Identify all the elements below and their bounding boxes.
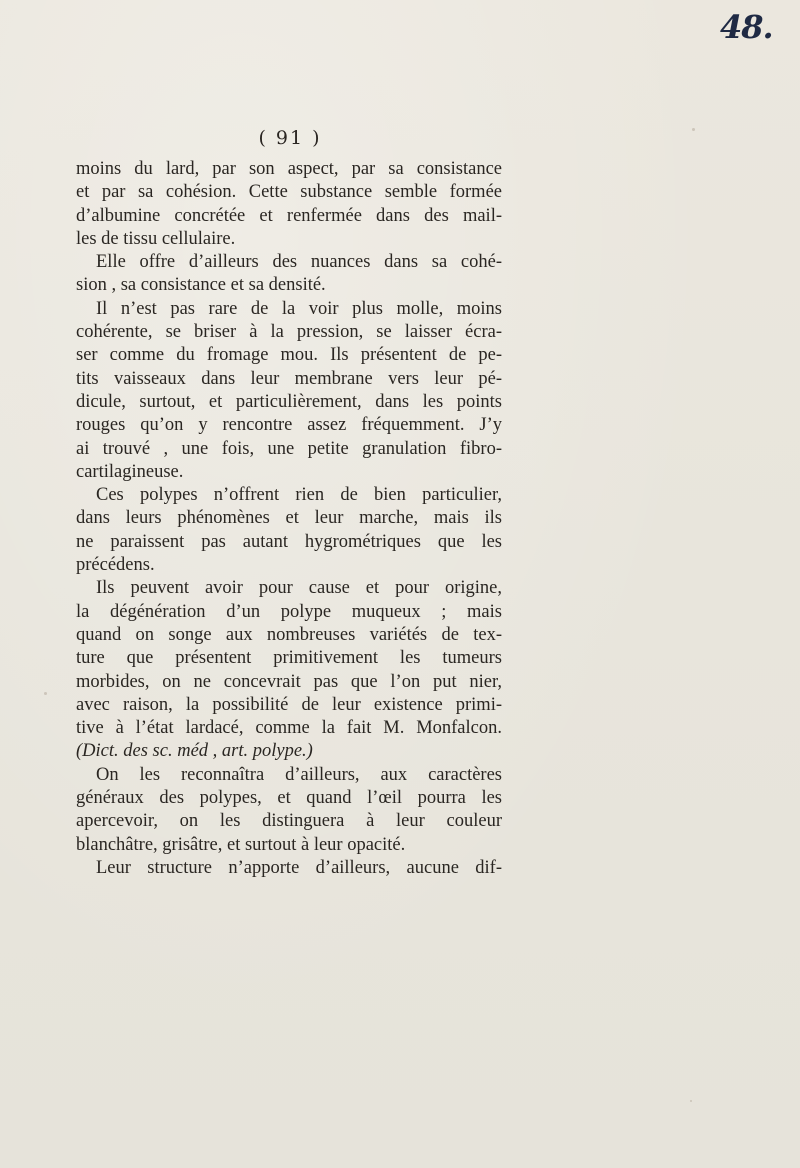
- text-line: On les reconnaîtra d’ailleurs, aux caractères: [96, 764, 502, 785]
- paper-speck: [690, 1100, 692, 1102]
- text-line: ai trouvé , une fois, une petite granulation fibro-: [76, 438, 502, 459]
- text-line: ne paraissent pas autant hygrométriques que les: [76, 531, 502, 552]
- text-line: les de tissu cellulaire.: [76, 228, 236, 249]
- text-line: Il n’est pas rare de la voir plus molle, moins: [96, 298, 502, 319]
- text-line: (Dict. des sc. méd , art. polype.): [76, 741, 313, 762]
- text-line: avec raison, la possibilité de leur existence primi-: [76, 694, 502, 715]
- text-line: Ces polypes n’offrent rien de bien particulier,: [96, 485, 502, 506]
- text-line: cohérente, se briser à la pression, se laisser écra-: [76, 322, 502, 343]
- page-number: ( 91 ): [258, 127, 322, 149]
- text-line: cartilagineuse.: [76, 461, 184, 482]
- text-line: dans leurs phénomènes et leur marche, mais ils: [76, 508, 502, 529]
- text-line: apercevoir, on les distinguera à leur couleur: [76, 811, 502, 832]
- text-line: d’albumine concrétée et renfermée dans des mail-: [76, 205, 502, 226]
- text-line: rouges qu’on y rencontre assez fréquemment. J’y: [76, 415, 502, 436]
- text-line: tive à l’état lardacé, comme la fait M. Monfalcon.: [76, 718, 502, 739]
- text-line: et par sa cohésion. Cette substance semble formée: [76, 182, 502, 203]
- handwritten-folio-number: 48.: [720, 8, 773, 46]
- text-line: moins du lard, par son aspect, par sa consistance: [76, 159, 502, 179]
- text-line: généraux des polypes, et quand l’œil pourra les: [76, 788, 502, 809]
- text-line: précédens.: [76, 555, 155, 576]
- text-line: la dégénération d’un polype muqueux ; mais: [76, 601, 502, 622]
- body-text: [76, 158, 502, 880]
- text-line: dicule, surtout, et particulièrement, dans les points: [76, 391, 502, 412]
- text-line: morbides, on ne concevrait pas que l’on put nier,: [76, 671, 502, 692]
- text-line: ture que présentent primitivement les tumeurs: [76, 648, 502, 669]
- text-line: sion , sa consistance et sa densité.: [76, 275, 326, 296]
- text-line: Elle offre d’ailleurs des nuances dans sa cohé-: [96, 252, 502, 273]
- text-line: ser comme du fromage mou. Ils présentent de pe-: [76, 345, 502, 366]
- text-line: quand on songe aux nombreuses variétés de tex-: [76, 624, 502, 645]
- text-line: Leur structure n’apporte d’ailleurs, aucune dif-: [96, 857, 502, 878]
- text-line: blanchâtre, grisâtre, et surtout à leur opacité.: [76, 834, 406, 855]
- paper-speck: [692, 128, 695, 131]
- text-line: tits vaisseaux dans leur membrane vers leur pé-: [76, 368, 502, 389]
- text-line: Ils peuvent avoir pour cause et pour origine,: [96, 578, 502, 599]
- paper-speck: [44, 692, 47, 695]
